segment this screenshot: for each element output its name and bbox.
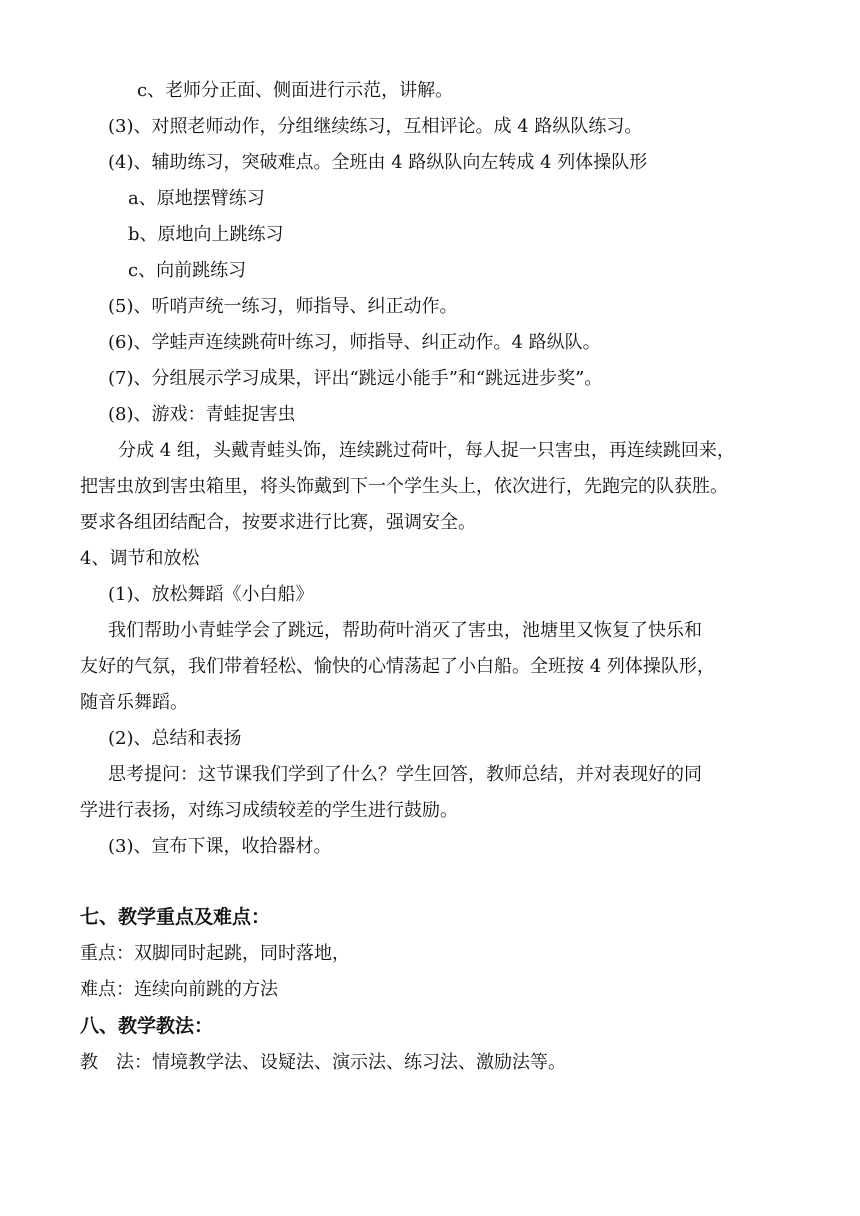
section-heading-8: 八、教学教法： [80,1015,214,1037]
section-heading-7: 七、教学重点及难点： [80,906,271,928]
text-line-18: 随音乐舞蹈。 [80,692,188,713]
text-line-20: 思考提问：这节课我们学到了什么？学生回答，教师总结，并对表现好的同 [108,764,702,785]
text-line-13: 要求各组团结配合，按要求进行比赛，强调安全。 [80,512,476,533]
text-line-15: (1)、放松舞蹈《小白船》 [108,584,314,605]
text-line-methods: 教 法：情境教学法、设疑法、演示法、练习法、激励法等。 [80,1052,566,1073]
text-line-3: (4)、辅助练习，突破难点。全班由 4 路纵队向左转成 4 列体操队形 [108,152,648,173]
text-line-4: a、原地摆臂练习 [128,188,265,209]
text-line-11: 分成 4 组，头戴青蛙头饰，连续跳过荷叶，每人捉一只害虫，再连续跳回来， [118,440,735,461]
text-line-9: (7)、分组展示学习成果，评出“跳远小能手”和“跳远进步奖”。 [108,368,603,389]
text-line-22: (3)、宣布下课，收拾器材。 [108,836,332,857]
text-line-21: 学进行表扬，对练习成绩较差的学生进行鼓励。 [80,800,458,821]
text-line-6: c、向前跳练习 [128,260,247,281]
text-line-5: b、原地向上跳练习 [128,224,284,245]
text-line-8: (6)、学蛙声连续跳荷叶练习，师指导、纠正动作。4 路纵队。 [108,332,601,353]
text-line-14: 4、调节和放松 [80,548,200,569]
text-line-16: 我们帮助小青蛙学会了跳远，帮助荷叶消灭了害虫，池塘里又恢复了快乐和 [108,620,702,641]
text-line-10: (8)、游戏：青蛙捉害虫 [108,404,296,425]
text-line-7: (5)、听哨声统一练习，师指导、纠正动作。 [108,296,458,317]
text-line-2: (3)、对照老师动作，分组继续练习，互相评论。成 4 路纵队练习。 [108,116,643,137]
text-line-1: c、老师分正面、侧面进行示范，讲解。 [137,80,454,101]
text-line-key-point: 重点：双脚同时起跳，同时落地， [80,943,350,964]
text-line-17: 友好的气氛，我们带着轻松、愉快的心情荡起了小白船。全班按 4 列体操队形， [80,656,715,677]
text-line-19: (2)、总结和表扬 [108,728,242,749]
text-line-difficulty: 难点：连续向前跳的方法 [80,979,278,1000]
text-line-12: 把害虫放到害虫箱里，将头饰戴到下一个学生头上，依次进行，先跑完的队获胜。 [80,476,728,497]
